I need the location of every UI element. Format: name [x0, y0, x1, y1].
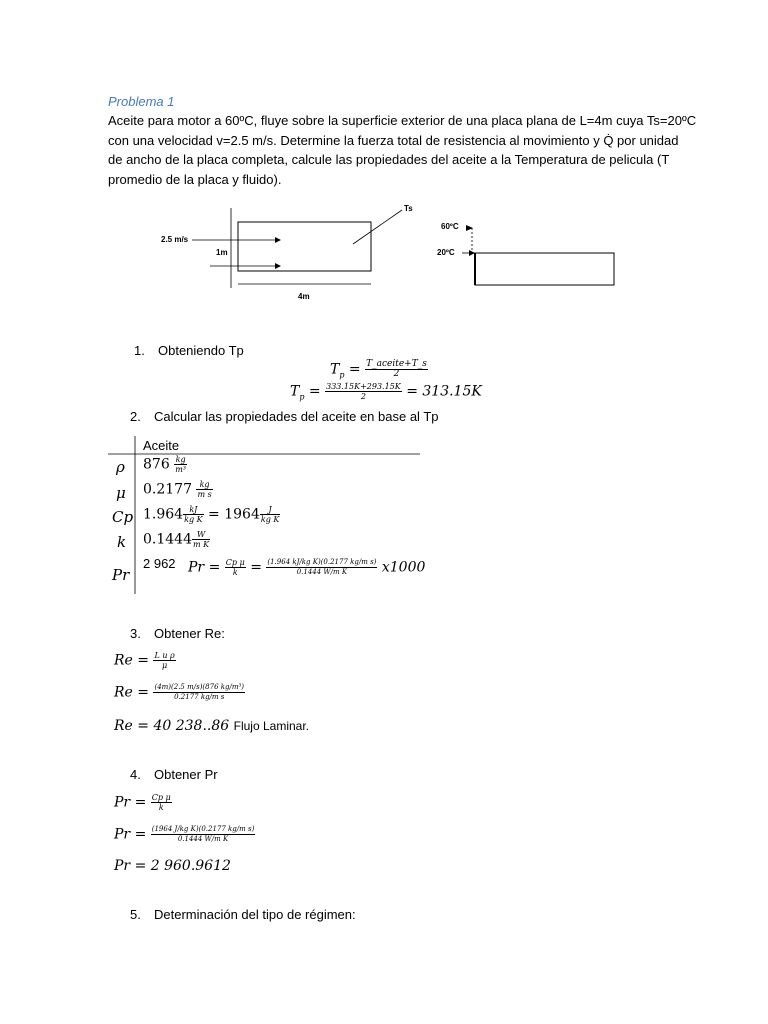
flow-regime-note: Flujo Laminar. [233, 719, 309, 733]
tp-formula-2: $T_p$ = $\frac{333.15K+293.15K}{2}$ = 313.15K [290, 382, 482, 402]
tp-result: = 313.15K [406, 383, 482, 400]
step-1-heading: 1. Obteniendo Tp [134, 343, 244, 358]
problem-line: de ancho de la placa completa, calcule las propiedades del aceite a la Temperatura de pelicula (T [108, 152, 670, 167]
height-label: 1m [216, 248, 228, 257]
table-sym-rho: ρ [116, 458, 125, 476]
step-4-heading: 4. Obtener Pr [130, 767, 218, 782]
pr-formula-2: Pr = $\frac{\text{(1964 J/kg K)(0.2177 kg/m s)}}{\text{0.1444 W/m K}}$ [114, 825, 255, 843]
pr-formula-1: Pr = $\frac{\text{Cp μ}}{k}$ [114, 793, 171, 812]
table-sym-pr: Pr [112, 566, 130, 584]
table-header: Aceite [143, 438, 180, 453]
problem-line: promedio de la placa y fluido). [108, 171, 282, 187]
tp-den-1: 2 [393, 369, 400, 379]
flow-arrowhead-top [275, 237, 281, 243]
table-row-rho: 876 $\frac{kg}{\text{m³}}$ [143, 455, 186, 474]
table-row-mu: 0.2177 $\frac{kg}{\text{m s}}$ [143, 480, 212, 499]
re-formula-1: Re = $\frac{\text{L u ρ}}{\mu}$ [114, 651, 175, 670]
hot-arrowhead [466, 225, 473, 231]
profile-rect [475, 253, 614, 285]
ts-label: Ts [404, 204, 413, 213]
step-3-heading: 3. Obtener Re: [130, 626, 225, 641]
problem-title: Problema 1 [108, 94, 175, 109]
problem-line: con una velocidad v=2.5 m/s. Determine la fuerza total de resistencia al movimiento y Q̇ por unidad [108, 132, 679, 148]
pr-result: Pr = 2 960.9612 [114, 858, 231, 874]
tp-num-1: T_aceite+T_s [366, 359, 427, 369]
re-result: Re = 40 238..86 Flujo Laminar. [114, 718, 309, 734]
velocity-label: 2.5 m/s [161, 235, 189, 244]
temp-cold-label: 20ºC [437, 248, 455, 257]
tp-formula-1: $T_p$ = $\frac{\text{T\_aceite+T\_s}}{2}$ [330, 359, 427, 380]
tp-num-2: 333.15K+293.15K [326, 382, 401, 391]
table-pr-value: 2 962 [143, 556, 176, 571]
temp-hot-label: 60ºC [441, 222, 459, 231]
ts-leader-line [353, 210, 402, 244]
problem-line: Aceite para motor a 60ºC, fluye sobre la superficie exterior de una placa plana de L=4m cuya Ts=20ºC [108, 113, 697, 128]
step-5-heading: 5. Determinación del tipo de régimen: [130, 907, 356, 922]
re-formula-2: Re = $\frac{\text{(4m)(2.5 m/s)(876 kg/m³)}}{\text{0.2177 kg/m s}}$ [114, 683, 245, 701]
plate-rect [238, 222, 371, 271]
table-row-cp: 1.964 $\frac{kJ}{\text{kg K}}$ = 1964 $\frac{J}{\text{kg K}}$ [143, 505, 280, 524]
table-sym-cp: Cp [112, 508, 134, 526]
flow-arrowhead-bottom [275, 263, 281, 269]
problem-statement [108, 111, 697, 189]
table-pr-formula: Pr = $\frac{\text{Cp μ}}{k}$ = $\frac{\text{(1.964 kJ/kg K)(0.2177 kg/m s)}}{\text{0.1444 W/m K}}$ x1000 [188, 558, 426, 577]
step-2-heading: 2. Calcular las propiedades del aceite en base al Tp [130, 409, 439, 424]
table-row-k: 0.1444 $\frac{W}{\text{m K}}$ [143, 530, 210, 549]
tp-den-2: 2 [360, 392, 366, 401]
table-sym-k: k [117, 533, 127, 551]
table-sym-mu: μ [116, 484, 126, 502]
length-label: 4m [298, 292, 310, 301]
